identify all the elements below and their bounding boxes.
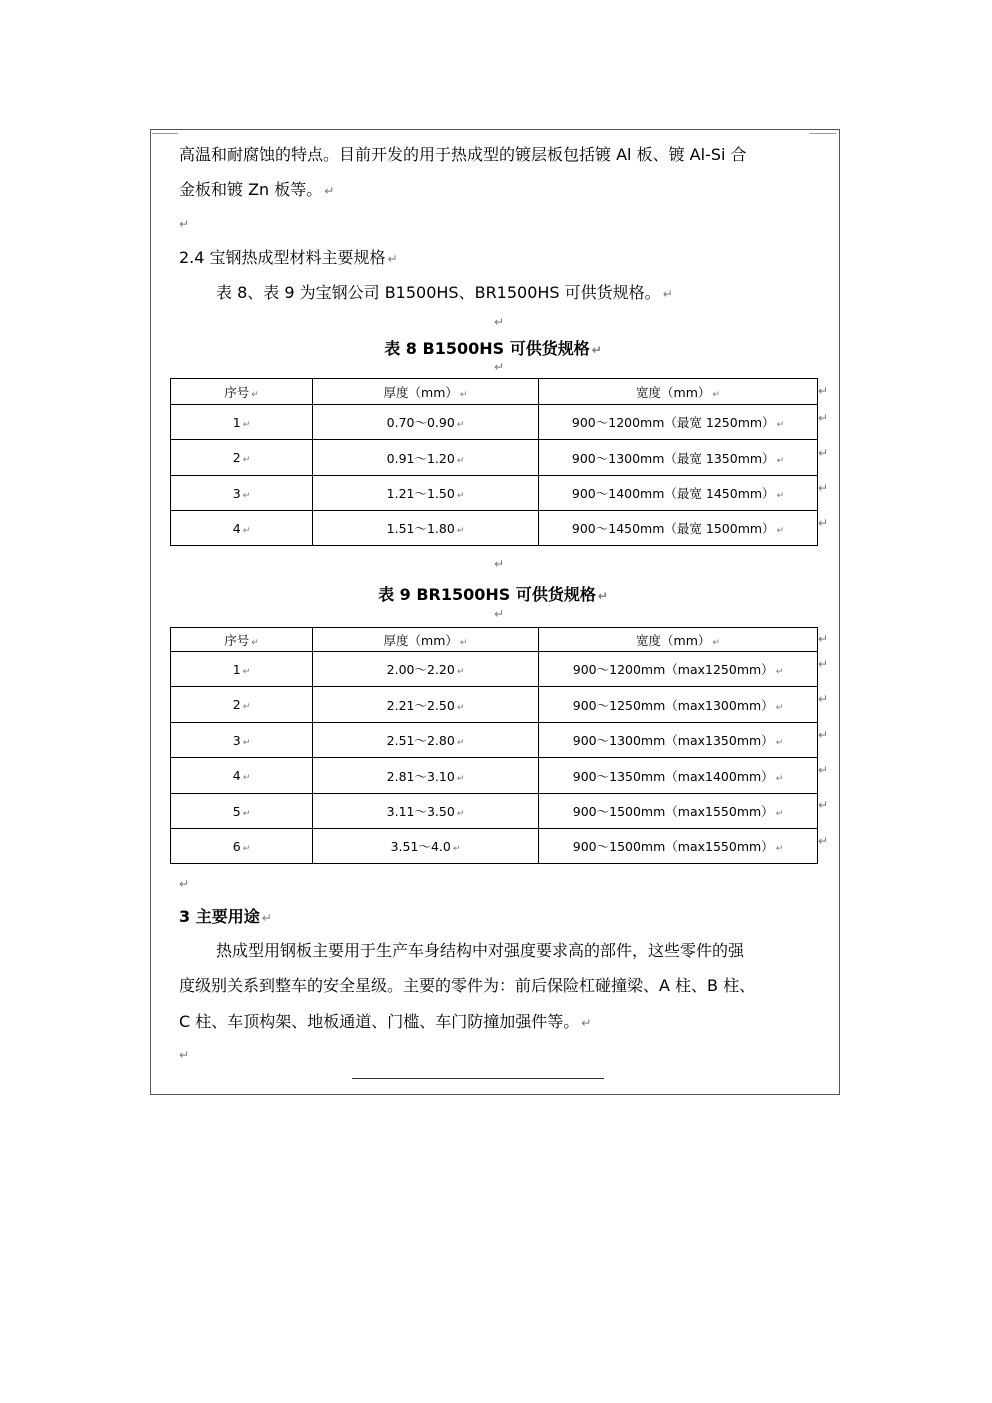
paragraph-line: 金板和镀 Zn 板等。 ↵ xyxy=(179,180,335,199)
table-row xyxy=(171,476,818,511)
row-end-mark: ↵ xyxy=(818,728,829,742)
table-cell: 900～1500mm（max1550mm） ↵ xyxy=(539,794,818,829)
table-row xyxy=(171,405,818,440)
table-9-caption: 表 9 BR1500HS 可供货规格 ↵ xyxy=(378,585,608,604)
table-row xyxy=(171,687,818,723)
table-cell: 4 ↵ xyxy=(171,758,313,794)
table-row xyxy=(171,652,818,687)
table-cell: 1 ↵ xyxy=(171,652,313,687)
table-8-caption: 表 8 B1500HS 可供货规格 ↵ xyxy=(384,339,602,358)
table-header-row xyxy=(171,628,818,652)
table-row xyxy=(171,511,818,546)
table-cell: 4 ↵ xyxy=(171,511,313,546)
paragraph-mark: ↵ xyxy=(662,287,673,301)
paragraph-line: 度级别关系到整车的安全星级。主要的零件为：前后保险杠碰撞梁、A 柱、B 柱、 xyxy=(179,976,756,995)
header-cell: 序号 ↵ xyxy=(171,628,313,652)
paragraph-line: C 柱、车顶构架、地板通道、门槛、车门防撞加强件等。 ↵ xyxy=(179,1012,592,1031)
paragraph-mark: ↵ xyxy=(597,589,608,603)
table-row xyxy=(171,794,818,829)
table-row xyxy=(171,440,818,476)
table-cell: 900～1350mm（max1400mm） ↵ xyxy=(539,758,818,794)
row-end-mark: ↵ xyxy=(818,632,829,646)
table-cell: 900～1400mm（最宽 1450mm） ↵ xyxy=(539,476,818,511)
table-cell: 2.81～3.10 ↵ xyxy=(313,758,539,794)
table-cell: 3.51～4.0 ↵ xyxy=(313,829,539,864)
row-end-mark: ↵ xyxy=(818,446,829,460)
paragraph-mark: ↵ xyxy=(179,217,190,231)
header-cell: 序号 ↵ xyxy=(171,379,313,405)
table-cell: 1.51～1.80 ↵ xyxy=(313,511,539,546)
table-cell: 900～1300mm（最宽 1350mm） ↵ xyxy=(539,440,818,476)
table-cell: 900～1500mm（max1550mm） ↵ xyxy=(539,829,818,864)
table-cell: 3 ↵ xyxy=(171,476,313,511)
table-cell: 5 ↵ xyxy=(171,794,313,829)
table-row xyxy=(171,723,818,758)
paragraph-mark: ↵ xyxy=(179,1048,190,1062)
row-end-mark: ↵ xyxy=(818,481,829,495)
row-end-mark: ↵ xyxy=(818,763,829,777)
paragraph-mark: ↵ xyxy=(387,252,398,266)
paragraph-mark: ↵ xyxy=(494,315,505,329)
paragraph-mark: ↵ xyxy=(591,343,602,357)
table-8 xyxy=(170,378,818,546)
paragraph-line: 表 8、表 9 为宝钢公司 B1500HS、BR1500HS 可供货规格。 ↵ xyxy=(216,283,673,302)
paragraph-line: 高温和耐腐蚀的特点。目前开发的用于热成型的镀层板包括镀 Al 板、镀 Al-Si 合 xyxy=(179,145,747,164)
row-end-mark: ↵ xyxy=(818,657,829,671)
paragraph-mark: ↵ xyxy=(261,911,272,925)
table-row xyxy=(171,829,818,864)
paragraph-mark: ↵ xyxy=(494,557,505,571)
crop-mark xyxy=(152,133,178,134)
header-cell: 宽度（mm） ↵ xyxy=(539,379,818,405)
paragraph-mark: ↵ xyxy=(494,607,505,621)
table-cell: 900～1200mm（max1250mm） ↵ xyxy=(539,652,818,687)
table-cell: 3.11～3.50 ↵ xyxy=(313,794,539,829)
table-cell: 3 ↵ xyxy=(171,723,313,758)
table-cell: 900～1300mm（max1350mm） ↵ xyxy=(539,723,818,758)
header-cell: 厚度（mm） ↵ xyxy=(313,379,539,405)
section-heading: 3 主要用途 ↵ xyxy=(179,907,272,926)
crop-mark xyxy=(810,133,836,134)
table-cell: 2.00～2.20 ↵ xyxy=(313,652,539,687)
table-cell: 2 ↵ xyxy=(171,440,313,476)
table-cell: 1.21～1.50 ↵ xyxy=(313,476,539,511)
table-row xyxy=(171,758,818,794)
section-heading: 2.4 宝钢热成型材料主要规格 ↵ xyxy=(179,248,398,267)
row-end-mark: ↵ xyxy=(818,516,829,530)
paragraph-mark: ↵ xyxy=(581,1016,592,1030)
row-end-mark: ↵ xyxy=(818,692,829,706)
row-end-mark: ↵ xyxy=(818,384,829,398)
footnote-separator xyxy=(352,1078,604,1079)
table-cell: 2.21～2.50 ↵ xyxy=(313,687,539,723)
table-cell: 2 ↵ xyxy=(171,687,313,723)
table-header-row xyxy=(171,379,818,405)
table-cell: 900～1250mm（max1300mm） ↵ xyxy=(539,687,818,723)
table-cell: 0.91～1.20 ↵ xyxy=(313,440,539,476)
header-cell: 厚度（mm） ↵ xyxy=(313,628,539,652)
paragraph-mark: ↵ xyxy=(494,360,505,374)
table-cell: 6 ↵ xyxy=(171,829,313,864)
table-cell: 900～1450mm（最宽 1500mm） ↵ xyxy=(539,511,818,546)
table-9 xyxy=(170,627,818,864)
table-cell: 900～1200mm（最宽 1250mm） ↵ xyxy=(539,405,818,440)
row-end-mark: ↵ xyxy=(818,798,829,812)
header-cell: 宽度（mm） ↵ xyxy=(539,628,818,652)
table-cell: 2.51～2.80 ↵ xyxy=(313,723,539,758)
paragraph-mark: ↵ xyxy=(324,184,335,198)
paragraph-mark: ↵ xyxy=(179,877,190,891)
table-cell: 0.70～0.90 ↵ xyxy=(313,405,539,440)
paragraph-line: 热成型用钢板主要用于生产车身结构中对强度要求高的部件，这些零件的强 xyxy=(216,941,745,960)
row-end-mark: ↵ xyxy=(818,834,829,848)
row-end-mark: ↵ xyxy=(818,411,829,425)
table-cell: 1 ↵ xyxy=(171,405,313,440)
